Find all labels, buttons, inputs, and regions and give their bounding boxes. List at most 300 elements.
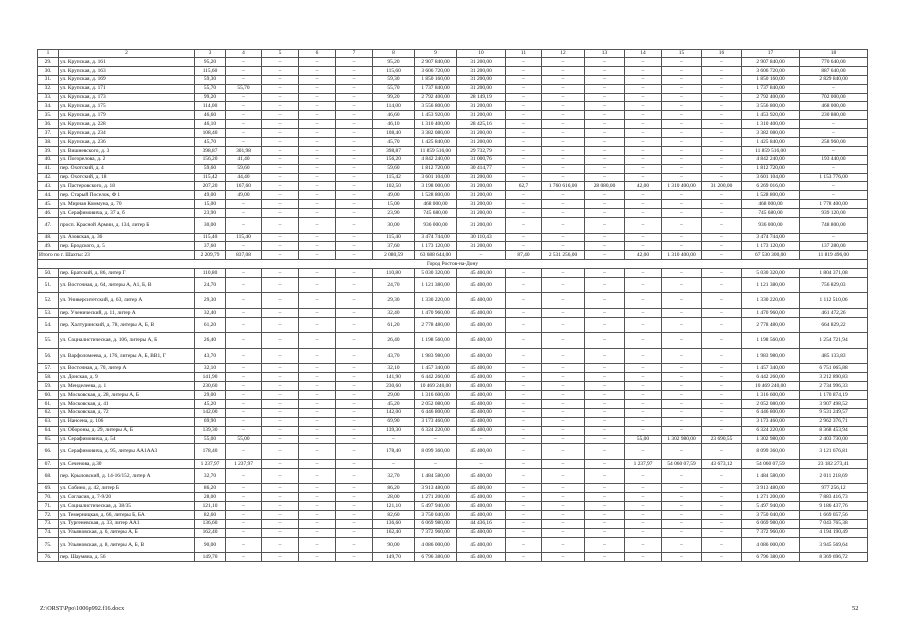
table-cell: 29,30 — [373, 293, 415, 309]
table-cell: 10 469 240,00 — [415, 382, 457, 391]
table-cell: – — [299, 493, 336, 502]
table-cell: 1 173 120,00 — [415, 242, 457, 251]
table-cell: – — [299, 382, 336, 391]
table-cell: – — [336, 317, 373, 333]
table-cell: 55. — [38, 333, 59, 349]
table-cell: – — [585, 364, 625, 373]
table-cell: – — [506, 399, 542, 408]
table-cell: 53. — [38, 308, 59, 317]
table-cell: 45 400,00 — [457, 417, 506, 426]
table-cell: – — [625, 493, 662, 502]
table-cell: – — [585, 553, 625, 562]
table-cell: – — [262, 391, 299, 400]
address-cell: пер. Халтуринский, д. 78, литеры А, Б, В — [59, 317, 195, 333]
table-cell: – — [702, 426, 742, 435]
table-cell: – — [702, 200, 742, 209]
table-cell: 156,20 — [195, 155, 226, 164]
table-cell: – — [662, 348, 702, 364]
table-cell: – — [262, 468, 299, 484]
table-cell: – — [542, 173, 585, 182]
table-cell: 45 400,00 — [457, 468, 506, 484]
table-cell: – — [336, 528, 373, 537]
table-cell: 1 316 600,00 — [415, 391, 457, 400]
table-cell: – — [542, 146, 585, 155]
table-cell: – — [625, 93, 662, 102]
table-cell: – — [625, 333, 662, 349]
table-cell: – — [542, 502, 585, 511]
table-cell: – — [506, 242, 542, 251]
table-cell: – — [625, 391, 662, 400]
table-cell: – — [506, 138, 542, 147]
table-cell: – — [662, 382, 702, 391]
table-cell: 37. — [38, 129, 59, 138]
table-cell: 8 368 453,94 — [800, 426, 868, 435]
table-cell: – — [226, 510, 262, 519]
table-cell: – — [506, 308, 542, 317]
table-cell: 6 324 220,00 — [415, 426, 457, 435]
table-cell: – — [542, 200, 585, 209]
table-cell: – — [662, 120, 702, 129]
table-cell: – — [800, 233, 868, 242]
table-cell: – — [625, 408, 662, 417]
table-cell: 121,10 — [195, 502, 226, 511]
table-cell: – — [585, 348, 625, 364]
table-cell: – — [336, 209, 373, 218]
table-cell: – — [506, 468, 542, 484]
table-cell: – — [226, 75, 262, 84]
table-cell: – — [262, 493, 299, 502]
table-cell: 72. — [38, 510, 59, 519]
table-cell: 3 750 040,00 — [742, 510, 800, 519]
table-cell: – — [542, 75, 585, 84]
table-row — [38, 333, 868, 349]
table-cell: – — [262, 277, 299, 293]
table-cell: – — [262, 209, 299, 218]
register-table — [37, 49, 868, 562]
table-cell: – — [299, 146, 336, 155]
table-row — [38, 444, 868, 460]
table-cell: 52. — [38, 293, 59, 309]
column-number-row — [38, 50, 868, 58]
table-cell: 70. — [38, 493, 59, 502]
table-cell: 45 400,00 — [457, 426, 506, 435]
table-cell: – — [662, 191, 702, 200]
table-cell: – — [542, 293, 585, 309]
table-cell: 1 121 380,00 — [742, 277, 800, 293]
table-cell: 45 400,00 — [457, 502, 506, 511]
table-cell: – — [625, 218, 662, 234]
table-cell: 51. — [38, 277, 59, 293]
table-cell: – — [299, 58, 336, 67]
table-cell: – — [585, 373, 625, 382]
table-cell: – — [542, 164, 585, 173]
table-cell: – — [625, 75, 662, 84]
table-cell: 45,70 — [195, 138, 226, 147]
table-cell: – — [662, 408, 702, 417]
table-cell: – — [585, 84, 625, 93]
table-cell: 59. — [38, 382, 59, 391]
address-cell: пер. Охотский, д. 18 — [59, 173, 195, 182]
table-cell: – — [336, 233, 373, 242]
table-cell: – — [662, 502, 702, 511]
table-cell: – — [702, 102, 742, 111]
table-cell: – — [702, 111, 742, 120]
table-cell: – — [262, 218, 299, 234]
table-row — [38, 84, 868, 93]
table-cell: 95,20 — [195, 58, 226, 67]
table-cell: 55,70 — [226, 84, 262, 93]
table-cell: 11 859 516,00 — [415, 146, 457, 155]
table-cell: 1 310 400,00 — [415, 120, 457, 129]
table-cell: 5 497 940,00 — [415, 502, 457, 511]
address-cell: пер. Бродского, д. 5 — [59, 242, 195, 251]
table-cell: 45 400,00 — [457, 293, 506, 309]
table-cell: 178,40 — [195, 444, 226, 460]
table-cell: 43,70 — [373, 348, 415, 364]
table-cell: – — [542, 66, 585, 75]
table-row — [38, 138, 868, 147]
table-cell: – — [226, 333, 262, 349]
table-row — [38, 129, 868, 138]
table-cell: 31 200,00 — [457, 102, 506, 111]
table-cell: – — [702, 553, 742, 562]
table-cell: 745 680,00 — [415, 209, 457, 218]
table-row — [38, 382, 868, 391]
table-row — [38, 242, 868, 251]
table-cell: – — [662, 293, 702, 309]
table-cell: – — [262, 399, 299, 408]
table-row — [38, 399, 868, 408]
table-cell: – — [800, 164, 868, 173]
table-cell: – — [299, 484, 336, 493]
table-cell: 193 440,00 — [800, 155, 868, 164]
table-cell: – — [336, 399, 373, 408]
table-cell: 1 310 400,00 — [742, 120, 800, 129]
table-cell: 1 453 920,00 — [742, 111, 800, 120]
table-cell: – — [262, 348, 299, 364]
table-cell: 31 200,00 — [457, 173, 506, 182]
table-cell: – — [542, 93, 585, 102]
table-cell: – — [336, 182, 373, 191]
table-row — [38, 408, 868, 417]
table-cell: 62. — [38, 408, 59, 417]
table-cell: 54. — [38, 317, 59, 333]
table-cell: – — [702, 129, 742, 138]
table-cell: 6 442 260,00 — [742, 373, 800, 382]
table-cell: 162,40 — [195, 528, 226, 537]
table-cell: – — [262, 502, 299, 511]
total-value: 2 531 256,00 — [542, 251, 585, 260]
table-cell: – — [506, 75, 542, 84]
table-cell: 31 200,00 — [457, 58, 506, 67]
table-cell: 45 400,00 — [457, 277, 506, 293]
table-cell: – — [542, 155, 585, 164]
table-cell: 45 400,00 — [457, 444, 506, 460]
address-cell: ул. Мирная Коммуна, д. 70 — [59, 200, 195, 209]
table-cell: – — [542, 444, 585, 460]
table-cell: 1 737 840,00 — [415, 84, 457, 93]
table-cell: – — [262, 426, 299, 435]
table-cell: 230 880,00 — [800, 111, 868, 120]
table-cell: 3 556 800,00 — [742, 102, 800, 111]
table-cell: – — [336, 200, 373, 209]
table-cell: – — [262, 382, 299, 391]
address-cell: ул. Собино, д. 42, литер Б — [59, 484, 195, 493]
table-row — [38, 66, 868, 75]
table-cell: – — [542, 417, 585, 426]
table-cell: – — [662, 233, 702, 242]
table-cell: – — [373, 435, 415, 444]
table-cell: – — [336, 537, 373, 553]
address-cell: ул. Тургеневская, д. 33, литер АА1 — [59, 519, 195, 528]
table-cell: – — [585, 277, 625, 293]
table-cell: 8 099 360,00 — [742, 444, 800, 460]
table-cell: – — [299, 308, 336, 317]
table-cell: 3 556 800,00 — [415, 102, 457, 111]
table-cell: 33. — [38, 93, 59, 102]
table-cell: 4 842 240,00 — [742, 155, 800, 164]
table-cell: 26,40 — [195, 333, 226, 349]
table-cell: 1 760 616,00 — [542, 182, 585, 191]
table-cell: – — [585, 293, 625, 309]
table-cell: – — [299, 120, 336, 129]
table-cell: – — [585, 75, 625, 84]
table-cell: – — [299, 66, 336, 75]
table-cell: – — [542, 426, 585, 435]
table-cell: – — [800, 146, 868, 155]
table-cell: 114,00 — [373, 102, 415, 111]
table-cell: 45 400,00 — [457, 537, 506, 553]
table-cell: – — [585, 493, 625, 502]
table-cell: – — [662, 373, 702, 382]
table-row — [38, 317, 868, 333]
table-cell: 141,90 — [373, 373, 415, 382]
table-cell: 664 829,22 — [800, 317, 868, 333]
table-cell: 7 372 960,00 — [742, 528, 800, 537]
table-cell: 45 400,00 — [457, 553, 506, 562]
table-cell: – — [299, 102, 336, 111]
table-cell: 59,60 — [373, 164, 415, 173]
table-cell: – — [585, 484, 625, 493]
table-cell: – — [336, 364, 373, 373]
table-cell: 23 182 273,41 — [800, 459, 868, 468]
table-cell: 3 606 720,00 — [415, 66, 457, 75]
table-cell: 6 069 980,00 — [415, 519, 457, 528]
table-cell: – — [299, 408, 336, 417]
table-cell: – — [662, 173, 702, 182]
table-cell: – — [299, 364, 336, 373]
table-row — [38, 182, 868, 191]
table-cell: 55,70 — [195, 84, 226, 93]
table-cell: 9 186 437,76 — [800, 502, 868, 511]
table-cell: – — [585, 468, 625, 484]
table-cell: – — [702, 269, 742, 278]
table-cell: 31 200,00 — [457, 218, 506, 234]
column-number: 18 — [800, 50, 868, 58]
table-cell: – — [506, 146, 542, 155]
table-cell: – — [262, 408, 299, 417]
table-cell: – — [625, 382, 662, 391]
table-cell: – — [262, 200, 299, 209]
table-cell: 3 606 720,00 — [742, 66, 800, 75]
table-cell: 139,30 — [195, 426, 226, 435]
table-cell: 31 200,00 — [457, 138, 506, 147]
table-cell: 31 200,00 — [457, 182, 506, 191]
table-cell: 1 470 960,00 — [742, 308, 800, 317]
table-cell: 45 400,00 — [457, 308, 506, 317]
table-cell: – — [506, 233, 542, 242]
table-cell: 37,60 — [373, 242, 415, 251]
table-cell: 3 121 676,81 — [800, 444, 868, 460]
column-number: 2 — [59, 50, 195, 58]
table-cell: – — [702, 308, 742, 317]
table-cell: – — [506, 528, 542, 537]
address-cell: ул. Крупская, д. 234 — [59, 129, 195, 138]
table-cell: 82,60 — [195, 510, 226, 519]
table-cell: 702 000,00 — [800, 93, 868, 102]
table-row — [38, 493, 868, 502]
table-cell: 45 400,00 — [457, 408, 506, 417]
table-cell: – — [662, 537, 702, 553]
table-cell: – — [585, 102, 625, 111]
table-cell: – — [662, 209, 702, 218]
column-number: 3 — [195, 50, 226, 58]
column-number: 17 — [742, 50, 800, 58]
table-cell: – — [585, 191, 625, 200]
table-cell: 258 960,00 — [800, 138, 868, 147]
table-cell: – — [262, 459, 299, 468]
table-cell: – — [262, 510, 299, 519]
total-value: 2 209,79 — [195, 251, 226, 260]
table-cell: 142,00 — [195, 408, 226, 417]
table-cell: – — [542, 510, 585, 519]
table-cell: – — [262, 269, 299, 278]
table-cell: 1 237,97 — [195, 459, 226, 468]
table-cell: – — [336, 75, 373, 84]
table-cell: – — [585, 218, 625, 234]
table-cell: 31 200,00 — [457, 209, 506, 218]
table-cell: – — [299, 173, 336, 182]
table-cell: 2 011 218,69 — [800, 468, 868, 484]
table-cell: 1 804 371,08 — [800, 269, 868, 278]
table-cell: – — [336, 58, 373, 67]
table-cell: 65. — [38, 435, 59, 444]
table-cell: – — [226, 129, 262, 138]
table-cell: – — [625, 138, 662, 147]
table-cell: – — [625, 277, 662, 293]
table-cell: 43. — [38, 182, 59, 191]
table-cell: – — [336, 120, 373, 129]
table-cell: 115,42 — [373, 173, 415, 182]
table-cell: – — [702, 468, 742, 484]
table-cell: 1 310 400,00 — [662, 182, 702, 191]
table-cell: – — [585, 502, 625, 511]
table-cell: – — [226, 111, 262, 120]
table-cell: – — [702, 58, 742, 67]
table-cell: – — [336, 102, 373, 111]
table-cell: 49,00 — [226, 191, 262, 200]
table-cell: 30,00 — [195, 218, 226, 234]
section-row — [38, 260, 868, 269]
table-cell: – — [702, 164, 742, 173]
table-cell: 31 200,00 — [457, 129, 506, 138]
table-cell: – — [262, 293, 299, 309]
table-cell: – — [299, 75, 336, 84]
table-cell: 1 983 980,00 — [415, 348, 457, 364]
table-cell: 30 414,77 — [457, 164, 506, 173]
table-cell: 1 316 600,00 — [742, 391, 800, 400]
table-cell: 32. — [38, 84, 59, 93]
table-cell: – — [506, 364, 542, 373]
table-cell: – — [226, 293, 262, 309]
table-cell: 48. — [38, 233, 59, 242]
column-number: 5 — [262, 50, 299, 58]
table-cell: 45 400,00 — [457, 510, 506, 519]
table-cell: 57. — [38, 364, 59, 373]
table-row — [38, 391, 868, 400]
table-cell: – — [662, 242, 702, 251]
table-cell: 31 200,00 — [702, 182, 742, 191]
table-cell: 1 330 220,00 — [415, 293, 457, 309]
table-cell: – — [226, 408, 262, 417]
table-cell: 141,90 — [195, 373, 226, 382]
table-cell: 50. — [38, 269, 59, 278]
table-cell: – — [625, 120, 662, 129]
table-cell: 45 400,00 — [457, 484, 506, 493]
table-cell: 3 945 569,64 — [800, 537, 868, 553]
table-row — [38, 348, 868, 364]
table-row — [38, 510, 868, 519]
table-cell: – — [585, 399, 625, 408]
table-cell: – — [542, 242, 585, 251]
table-cell: – — [506, 382, 542, 391]
table-cell: 4 194 190,49 — [800, 528, 868, 537]
table-cell: 29,30 — [195, 293, 226, 309]
table-cell: – — [226, 417, 262, 426]
address-cell: пер. Шаумяна, д. 56 — [59, 553, 195, 562]
address-cell: пер. Братский, д. 86, литер Г — [59, 269, 195, 278]
table-cell: – — [585, 417, 625, 426]
table-cell: 29. — [38, 58, 59, 67]
total-value: 42,00 — [625, 251, 662, 260]
table-cell: – — [226, 209, 262, 218]
table-cell: 115,42 — [195, 173, 226, 182]
table-cell: – — [226, 66, 262, 75]
table-cell: – — [702, 191, 742, 200]
table-cell: – — [299, 209, 336, 218]
table-cell: – — [262, 373, 299, 382]
table-cell: – — [662, 391, 702, 400]
table-cell: – — [226, 93, 262, 102]
table-cell: 108,40 — [195, 129, 226, 138]
table-cell: – — [702, 155, 742, 164]
table-cell: 75. — [38, 537, 59, 553]
table-cell: – — [336, 218, 373, 234]
table-cell: – — [299, 510, 336, 519]
table-cell: 1 470 960,00 — [415, 308, 457, 317]
table-cell: – — [662, 493, 702, 502]
table-cell: – — [336, 164, 373, 173]
table-cell: – — [542, 537, 585, 553]
table-cell: – — [262, 553, 299, 562]
table-cell: – — [542, 459, 585, 468]
table-cell: – — [585, 200, 625, 209]
table-cell: – — [662, 58, 702, 67]
table-cell: – — [336, 468, 373, 484]
table-cell: – — [702, 364, 742, 373]
table-cell: 6 069 980,00 — [742, 519, 800, 528]
table-cell: – — [457, 435, 506, 444]
